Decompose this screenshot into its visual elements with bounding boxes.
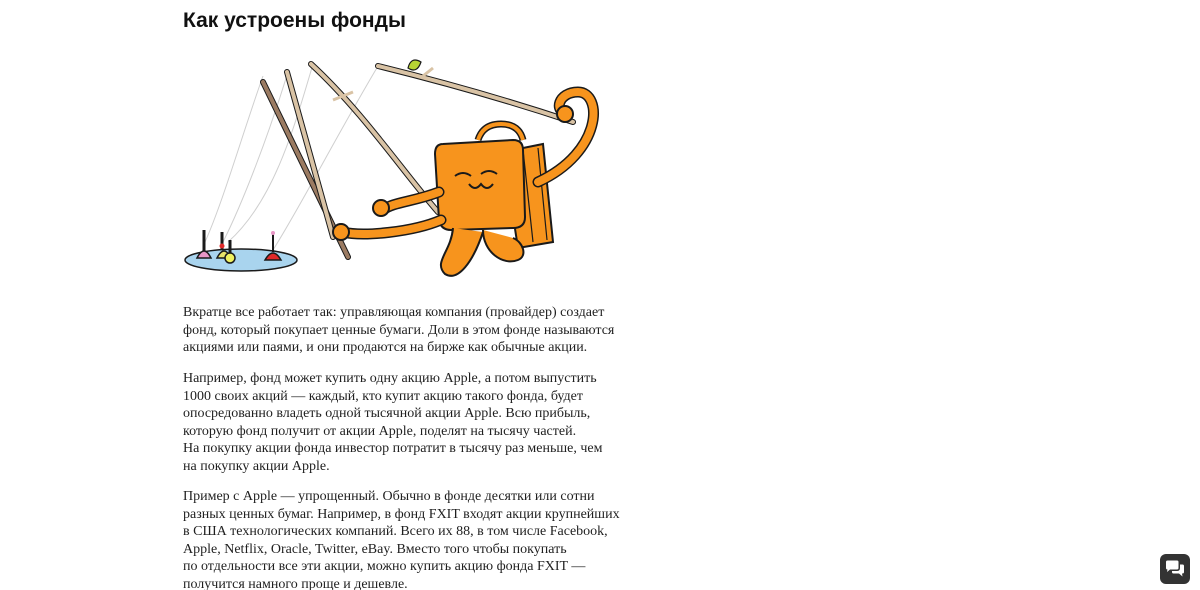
paragraph-line: Например, фонд может купить одну акцию Apple, а потом выпустить: [183, 371, 597, 386]
chat-bubbles-icon: [1165, 560, 1185, 578]
paragraph-line: фонд, который покупает ценные бумаги. Доли в этом фонде называются: [183, 322, 615, 338]
paragraph-fxit-example: [183, 488, 623, 590]
paragraph-line: опосредованно владеть одной тысячной акции Apple. Всю прибыль,: [183, 406, 591, 422]
leaf-icon: [408, 60, 421, 70]
paragraph-line: 1000 своих акций — каждый, кто купит акцию такого фонда, будет: [183, 388, 583, 404]
paragraph-line: получится намного проще и дешевле.: [183, 576, 408, 590]
cat-paw: [333, 224, 349, 240]
paragraph-line: в США технологических компаний. Всего их 88, в том числе Facebook,: [183, 524, 608, 540]
fishing-line: [273, 66, 378, 250]
float-icon: [197, 230, 211, 258]
float-icon: [265, 231, 281, 260]
paragraph-line: разных ценных бумаг. Например, в фонд FXIT входят акции крупнейших: [183, 506, 620, 522]
fishing-rod: [287, 72, 333, 237]
cat-paw: [557, 106, 573, 122]
rod-twig: [423, 68, 433, 76]
chat-widget-button[interactable]: [1160, 554, 1190, 584]
paragraph-line: по отдельности все эти акции, можно купить акцию фонда FXIT —: [183, 559, 586, 575]
paragraph-line: Apple, Netflix, Oracle, Twitter, eBay. Вместо того чтобы покупать: [183, 541, 567, 557]
paragraph-line: Пример с Apple — упрощенный. Обычно в фонде десятки или сотни: [183, 489, 595, 504]
paragraph-apple-example: [183, 370, 623, 476]
paragraph-line: на покупку акции Apple.: [183, 458, 330, 474]
cat-paw: [373, 200, 389, 216]
paragraph-line: Вкратце все работает так: управляющая компания (провайдер) создает: [183, 305, 605, 320]
paragraph-line: которую фонд получит от акции Apple, поделят на тысячу частей.: [183, 423, 577, 439]
fishing-line: [205, 76, 263, 242]
paragraph-line: акциями или паями, и они продаются на бирже как обычные акции.: [183, 340, 588, 356]
paragraph-line: На покупку акции фонда инвестор потратит в тысячу раз меньше, чем: [183, 441, 603, 457]
article-heading: Как устроены фонды: [183, 9, 406, 32]
cat-leg: [441, 228, 483, 276]
paragraph-intro: [183, 304, 623, 357]
cat-fishing-illustration: [183, 52, 603, 286]
